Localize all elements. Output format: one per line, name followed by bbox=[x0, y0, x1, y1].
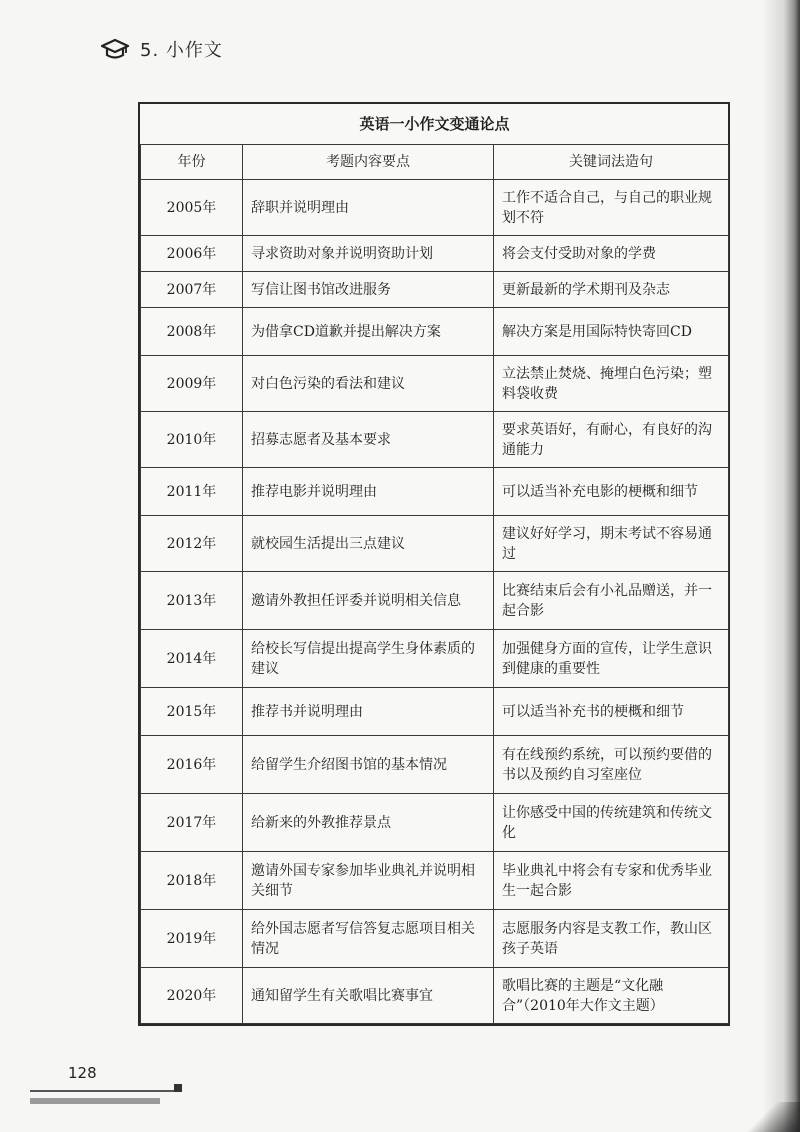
year-cell: 2015年 bbox=[141, 688, 243, 736]
topic-cell: 辞职并说明理由 bbox=[243, 180, 494, 236]
topic-cell: 给留学生介绍图书馆的基本情况 bbox=[243, 736, 494, 794]
phrase-cell: 更新最新的学术期刊及杂志 bbox=[494, 272, 729, 308]
topic-cell: 就校园生活提出三点建议 bbox=[243, 516, 494, 572]
phrase-cell: 可以适当补充书的梗概和细节 bbox=[494, 688, 729, 736]
phrase-cell: 歌唱比赛的主题是“文化融合”（2010年大作文主题） bbox=[494, 968, 729, 1024]
topic-cell: 邀请外教担任评委并说明相关信息 bbox=[243, 572, 494, 630]
topic-cell: 给外国志愿者写信答复志愿项目相关情况 bbox=[243, 910, 494, 968]
year-cell: 2017年 bbox=[141, 794, 243, 852]
column-header-topic: 考题内容要点 bbox=[243, 145, 494, 180]
phrase-cell: 有在线预约系统，可以预约要借的书以及预约自习室座位 bbox=[494, 736, 729, 794]
phrase-cell: 要求英语好，有耐心，有良好的沟通能力 bbox=[494, 412, 729, 468]
topic-cell: 为借拿CD道歉并提出解决方案 bbox=[243, 308, 494, 356]
topic-cell: 写信让图书馆改进服务 bbox=[243, 272, 494, 308]
year-cell: 2018年 bbox=[141, 852, 243, 910]
phrase-cell: 立法禁止焚烧、掩埋白色污染；塑料袋收费 bbox=[494, 356, 729, 412]
table-row bbox=[141, 412, 729, 468]
topic-cell: 推荐书并说明理由 bbox=[243, 688, 494, 736]
table-row bbox=[141, 272, 729, 308]
topic-cell: 给新来的外教推荐景点 bbox=[243, 794, 494, 852]
phrase-cell: 志愿服务内容是支教工作，教山区孩子英语 bbox=[494, 910, 729, 968]
phrase-cell: 工作不适合自己，与自己的职业规划不符 bbox=[494, 180, 729, 236]
page-corner-shadow bbox=[740, 1102, 800, 1132]
table-row bbox=[141, 852, 729, 910]
phrase-cell: 可以适当补充电影的梗概和细节 bbox=[494, 468, 729, 516]
year-cell: 2019年 bbox=[141, 910, 243, 968]
phrase-cell: 将会支付受助对象的学费 bbox=[494, 236, 729, 272]
phrase-cell: 建议好好学习，期末考试不容易通过 bbox=[494, 516, 729, 572]
phrase-cell: 比赛结束后会有小礼品赠送，并一起合影 bbox=[494, 572, 729, 630]
table-row bbox=[141, 516, 729, 572]
year-cell: 2013年 bbox=[141, 572, 243, 630]
topic-cell: 通知留学生有关歌唱比赛事宜 bbox=[243, 968, 494, 1024]
table-row bbox=[141, 910, 729, 968]
table-row bbox=[141, 308, 729, 356]
footer-marker bbox=[174, 1084, 182, 1092]
topic-cell: 对白色污染的看法和建议 bbox=[243, 356, 494, 412]
year-cell: 2010年 bbox=[141, 412, 243, 468]
footer-rule bbox=[30, 1090, 180, 1092]
phrase-cell: 加强健身方面的宣传，让学生意识到健康的重要性 bbox=[494, 630, 729, 688]
footer-bar bbox=[30, 1098, 160, 1104]
table-row bbox=[141, 236, 729, 272]
topic-cell: 邀请外国专家参加毕业典礼并说明相关细节 bbox=[243, 852, 494, 910]
year-cell: 2014年 bbox=[141, 630, 243, 688]
topic-cell: 推荐电影并说明理由 bbox=[243, 468, 494, 516]
year-cell: 2020年 bbox=[141, 968, 243, 1024]
graduation-cap-icon bbox=[100, 38, 130, 60]
table-row bbox=[141, 180, 729, 236]
year-cell: 2012年 bbox=[141, 516, 243, 572]
topic-cell: 招募志愿者及基本要求 bbox=[243, 412, 494, 468]
table-header-row bbox=[141, 145, 729, 180]
year-cell: 2008年 bbox=[141, 308, 243, 356]
phrase-cell: 让你感受中国的传统建筑和传统文化 bbox=[494, 794, 729, 852]
year-cell: 2006年 bbox=[141, 236, 243, 272]
table-row bbox=[141, 968, 729, 1024]
page-edge-shadow bbox=[764, 0, 800, 1132]
year-cell: 2007年 bbox=[141, 272, 243, 308]
column-header-year: 年份 bbox=[141, 145, 243, 180]
topics-table bbox=[138, 102, 730, 1026]
table-row bbox=[141, 468, 729, 516]
section-title: 5. 小作文 bbox=[140, 40, 223, 61]
year-cell: 2009年 bbox=[141, 356, 243, 412]
topic-cell: 给校长写信提出提高学生身体素质的建议 bbox=[243, 630, 494, 688]
section-header bbox=[100, 36, 223, 62]
table-row bbox=[141, 794, 729, 852]
table-title: 英语一小作文变通论点 bbox=[141, 104, 729, 145]
phrase-cell: 解决方案是用国际特快寄回CD bbox=[494, 308, 729, 356]
table-row bbox=[141, 736, 729, 794]
table-row bbox=[141, 688, 729, 736]
year-cell: 2005年 bbox=[141, 180, 243, 236]
year-cell: 2016年 bbox=[141, 736, 243, 794]
year-cell: 2011年 bbox=[141, 468, 243, 516]
table-row bbox=[141, 356, 729, 412]
table-row bbox=[141, 630, 729, 688]
topic-cell: 寻求资助对象并说明资助计划 bbox=[243, 236, 494, 272]
phrase-cell: 毕业典礼中将会有专家和优秀毕业生一起合影 bbox=[494, 852, 729, 910]
page-number: 128 bbox=[68, 1064, 97, 1082]
table-row bbox=[141, 572, 729, 630]
column-header-phrase: 关键词法造句 bbox=[494, 145, 729, 180]
